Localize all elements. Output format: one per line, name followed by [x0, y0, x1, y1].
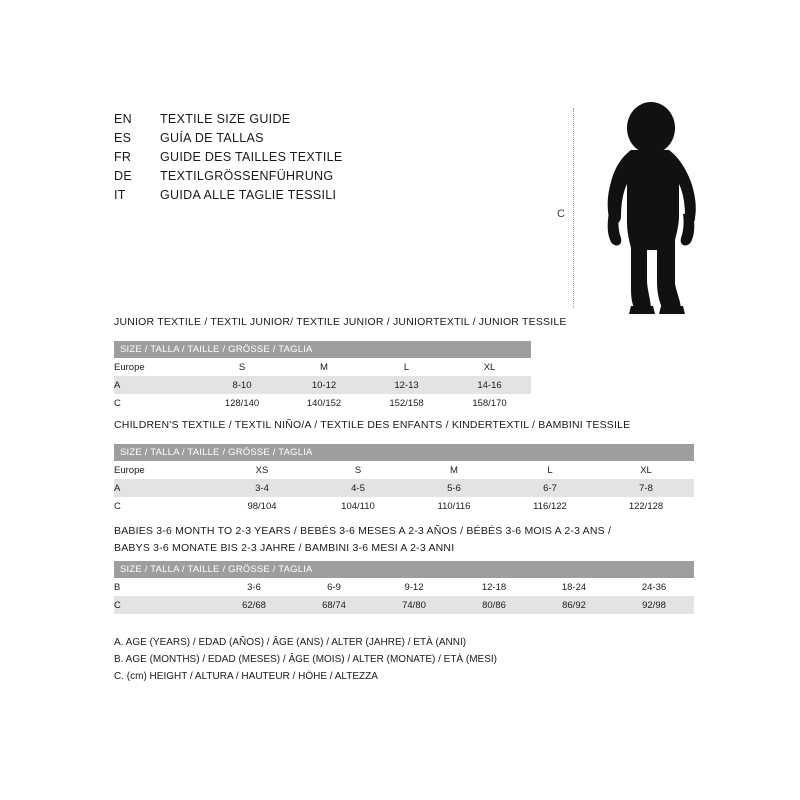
cell: 4-5 — [310, 479, 406, 497]
cell: M — [283, 358, 365, 376]
cell: 140/152 — [283, 394, 365, 412]
table-row — [114, 596, 694, 614]
title-lang-de: DE — [114, 169, 132, 183]
table-junior-head: SIZE / TALLA / TAILLE / GRÖSSE / TAGLIA — [114, 341, 531, 358]
measure-label-c: C — [557, 208, 565, 220]
table-children-head: SIZE / TALLA / TAILLE / GRÖSSE / TAGLIA — [114, 444, 694, 461]
footnotes — [114, 634, 497, 685]
title-block — [114, 112, 444, 207]
figure-height-measure — [545, 100, 730, 315]
cell: 3-6 — [214, 578, 294, 596]
footnote-c: C. (cm) HEIGHT / ALTURA / HAUTEUR / HÖHE / ALTEZZA — [114, 671, 378, 682]
cell: 5-6 — [406, 479, 502, 497]
cell: M — [406, 461, 502, 479]
cell: XS — [214, 461, 310, 479]
title-row-it — [114, 188, 444, 207]
title-row-en — [114, 112, 444, 131]
cell: L — [365, 358, 448, 376]
table-babies — [114, 561, 694, 614]
cell: S — [310, 461, 406, 479]
cell: 6-9 — [294, 578, 374, 596]
section-heading-children: CHILDREN'S TEXTILE / TEXTIL NIÑO/A / TEXTILE DES ENFANTS / KINDERTEXTIL / BAMBINI TESSILE — [114, 419, 631, 431]
title-text-de: TEXTILGRÖSSENFÜHRUNG — [160, 169, 334, 183]
title-lang-fr: FR — [114, 150, 132, 164]
table-row — [114, 578, 694, 596]
title-lang-it: IT — [114, 188, 126, 202]
cell: 14-16 — [448, 376, 531, 394]
cell: 74/80 — [374, 596, 454, 614]
cell: 10-12 — [283, 376, 365, 394]
cell: 80/86 — [454, 596, 534, 614]
section-heading-babies-line2: BABYS 3-6 MONATE BIS 2-3 JAHRE / BAMBINI 3-6 MESI A 2-3 ANNI — [114, 542, 455, 554]
cell: 62/68 — [214, 596, 294, 614]
row-label-a: A — [114, 376, 201, 394]
section-heading-babies — [114, 523, 611, 557]
title-lang-es: ES — [114, 131, 132, 145]
toddler-silhouette-icon — [585, 100, 715, 315]
table-row — [114, 479, 694, 497]
cell: 8-10 — [201, 376, 283, 394]
row-label-a: A — [114, 479, 214, 497]
row-label-europe: Europe — [114, 461, 214, 479]
row-label-c: C — [114, 596, 214, 614]
row-label-europe: Europe — [114, 358, 201, 376]
row-label-c: C — [114, 497, 214, 515]
title-text-es: GUÍA DE TALLAS — [160, 131, 264, 145]
cell: 24-36 — [614, 578, 694, 596]
cell: XL — [448, 358, 531, 376]
cell: 6-7 — [502, 479, 598, 497]
cell: 68/74 — [294, 596, 374, 614]
table-junior — [114, 341, 531, 412]
cell: 98/104 — [214, 497, 310, 515]
cell: 7-8 — [598, 479, 694, 497]
cell: 128/140 — [201, 394, 283, 412]
row-label-b: B — [114, 578, 214, 596]
section-heading-babies-line1: BABIES 3-6 MONTH TO 2-3 YEARS / BEBÉS 3-6 MESES A 2-3 AÑOS / BÉBÉS 3-6 MOIS A 2-3 ANS / — [114, 525, 612, 537]
title-row-es — [114, 131, 444, 150]
measure-dotted-line — [573, 108, 574, 308]
cell: 110/116 — [406, 497, 502, 515]
title-text-en: TEXTILE SIZE GUIDE — [160, 112, 291, 126]
footnote-a: A. AGE (YEARS) / EDAD (AÑOS) / ÂGE (ANS) / ALTER (JAHRE) / ETÀ (ANNI) — [114, 637, 467, 648]
title-text-it: GUIDA ALLE TAGLIE TESSILI — [160, 188, 337, 202]
table-babies-head: SIZE / TALLA / TAILLE / GRÖSSE / TAGLIA — [114, 561, 694, 578]
table-children — [114, 444, 694, 515]
cell: 92/98 — [614, 596, 694, 614]
cell: 18-24 — [534, 578, 614, 596]
title-text-fr: GUIDE DES TAILLES TEXTILE — [160, 150, 343, 164]
table-row — [114, 376, 531, 394]
cell: 9-12 — [374, 578, 454, 596]
title-row-de — [114, 169, 444, 188]
cell: L — [502, 461, 598, 479]
row-label-c: C — [114, 394, 201, 412]
cell: S — [201, 358, 283, 376]
cell: 158/170 — [448, 394, 531, 412]
cell: 12-18 — [454, 578, 534, 596]
table-row — [114, 394, 531, 412]
cell: 12-13 — [365, 376, 448, 394]
section-heading-junior: JUNIOR TEXTILE / TEXTIL JUNIOR/ TEXTILE JUNIOR / JUNIORTEXTIL / JUNIOR TESSILE — [114, 316, 567, 328]
table-row — [114, 358, 531, 376]
cell: 116/122 — [502, 497, 598, 515]
table-row — [114, 461, 694, 479]
cell: 86/92 — [534, 596, 614, 614]
table-row — [114, 497, 694, 515]
title-row-fr — [114, 150, 444, 169]
cell: 152/158 — [365, 394, 448, 412]
footnote-b: B. AGE (MONTHS) / EDAD (MESES) / ÂGE (MOIS) / ALTER (MONATE) / ETÀ (MESI) — [114, 654, 497, 665]
cell: 122/128 — [598, 497, 694, 515]
title-lang-en: EN — [114, 112, 132, 126]
cell: 104/110 — [310, 497, 406, 515]
cell: 3-4 — [214, 479, 310, 497]
cell: XL — [598, 461, 694, 479]
